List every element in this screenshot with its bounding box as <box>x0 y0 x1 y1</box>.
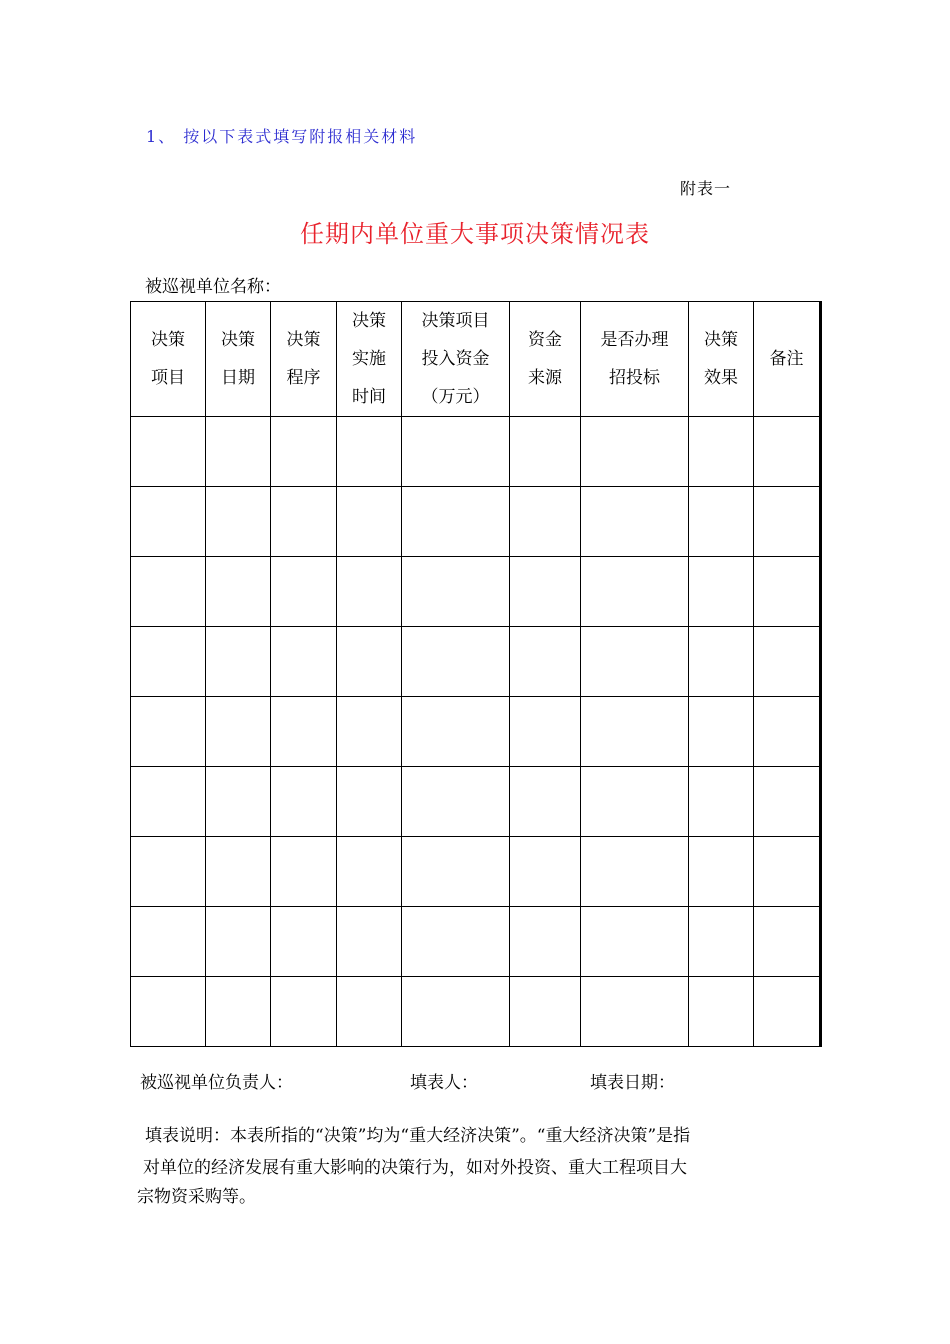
column-header-text: 投入资金 <box>421 349 490 369</box>
table-cell[interactable] <box>131 417 206 487</box>
table-cell[interactable] <box>402 977 510 1047</box>
table-cell[interactable] <box>581 627 689 697</box>
table-cell[interactable] <box>689 697 754 767</box>
table-cell[interactable] <box>402 697 510 767</box>
column-header-text: 备注 <box>769 349 804 369</box>
table-cell[interactable] <box>131 697 206 767</box>
table-cell[interactable] <box>206 977 271 1047</box>
column-header <box>206 302 271 417</box>
column-header <box>337 302 402 417</box>
table-cell[interactable] <box>510 627 581 697</box>
table-cell[interactable] <box>131 907 206 977</box>
table-cell[interactable] <box>206 697 271 767</box>
table-cell[interactable] <box>581 907 689 977</box>
table-cell[interactable] <box>271 417 337 487</box>
table-cell[interactable] <box>754 977 821 1047</box>
table-cell[interactable] <box>402 627 510 697</box>
table-cell[interactable] <box>131 557 206 627</box>
table-cell[interactable] <box>337 767 402 837</box>
table-cell[interactable] <box>581 487 689 557</box>
column-header-text: 招投标 <box>609 368 660 388</box>
table-row <box>131 907 821 977</box>
table-row <box>131 697 821 767</box>
table-cell[interactable] <box>689 767 754 837</box>
table-cell[interactable] <box>402 557 510 627</box>
instructions-line-2: 对单位的经济发展有重大影响的决策行为，如对外投资、重大工程项目大 <box>143 1158 687 1178</box>
column-header-text: 来源 <box>528 368 562 388</box>
column-header-text: 项目 <box>151 368 185 388</box>
table-cell[interactable] <box>689 557 754 627</box>
table-cell[interactable] <box>754 487 821 557</box>
responsible-person-label: 被巡视单位负责人： <box>140 1073 293 1093</box>
column-header-text: 是否办理 <box>600 330 669 350</box>
column-header-text: 决策 <box>221 330 255 350</box>
table-row <box>131 417 821 487</box>
table-cell[interactable] <box>337 487 402 557</box>
table-cell[interactable] <box>510 487 581 557</box>
table-cell[interactable] <box>206 487 271 557</box>
table-cell[interactable] <box>510 977 581 1047</box>
table-cell[interactable] <box>131 767 206 837</box>
table-cell[interactable] <box>402 907 510 977</box>
page-title: 任期内单位重大事项决策情况表 <box>300 220 650 248</box>
table-cell[interactable] <box>402 487 510 557</box>
column-header-text: 效果 <box>704 368 738 388</box>
table-cell[interactable] <box>581 697 689 767</box>
table-cell[interactable] <box>754 767 821 837</box>
table-cell[interactable] <box>689 907 754 977</box>
table-row <box>131 487 821 557</box>
table-cell[interactable] <box>271 837 337 907</box>
column-header-text: 时间 <box>352 387 386 407</box>
table-cell[interactable] <box>402 417 510 487</box>
column-header-text: 程序 <box>286 368 321 388</box>
table-row <box>131 557 821 627</box>
table-cell[interactable] <box>581 837 689 907</box>
table-cell[interactable] <box>271 697 337 767</box>
table-cell[interactable] <box>206 557 271 627</box>
table-cell[interactable] <box>402 767 510 837</box>
table-cell[interactable] <box>754 837 821 907</box>
table-cell[interactable] <box>206 907 271 977</box>
fill-instructions <box>137 1120 691 1210</box>
column-header-text: 决策 <box>704 330 738 350</box>
table-cell[interactable] <box>689 627 754 697</box>
decision-table <box>130 301 822 1047</box>
column-header-text: 资金 <box>528 330 562 350</box>
table-row <box>131 767 821 837</box>
column-header <box>754 302 821 417</box>
table-cell[interactable] <box>337 907 402 977</box>
table-cell[interactable] <box>581 417 689 487</box>
table-cell[interactable] <box>754 417 821 487</box>
table-cell[interactable] <box>754 907 821 977</box>
table-cell[interactable] <box>271 767 337 837</box>
table-cell[interactable] <box>754 557 821 627</box>
table-cell[interactable] <box>510 557 581 627</box>
table-cell[interactable] <box>206 627 271 697</box>
column-header-text: 日期 <box>221 368 255 388</box>
fill-date-label: 填表日期： <box>590 1073 675 1093</box>
column-header-text: （万元） <box>421 387 490 407</box>
column-header-text: 决策 <box>352 311 386 331</box>
column-header <box>581 302 689 417</box>
table-cell[interactable] <box>271 487 337 557</box>
column-header-text: 决策 <box>286 330 321 350</box>
table-cell[interactable] <box>271 907 337 977</box>
column-header <box>689 302 754 417</box>
section-index-heading: 1、 按以下表式填写附报相关材料 <box>146 127 418 146</box>
table-cell[interactable] <box>271 977 337 1047</box>
table-cell[interactable] <box>206 767 271 837</box>
table-cell[interactable] <box>131 977 206 1047</box>
table-cell[interactable] <box>510 907 581 977</box>
table-cell[interactable] <box>510 417 581 487</box>
filler-label: 填表人： <box>410 1073 478 1093</box>
instructions-line-1: 填表说明：本表所指的“决策”均为“重大经济决策”。“重大经济决策”是指 <box>145 1126 691 1146</box>
column-header <box>271 302 337 417</box>
table-row <box>131 977 821 1047</box>
table-cell[interactable] <box>689 487 754 557</box>
table-cell[interactable] <box>510 697 581 767</box>
table-cell[interactable] <box>131 837 206 907</box>
table-cell[interactable] <box>206 837 271 907</box>
table-cell[interactable] <box>337 627 402 697</box>
table-cell[interactable] <box>754 697 821 767</box>
table-row <box>131 627 821 697</box>
table-row <box>131 837 821 907</box>
table-cell[interactable] <box>271 557 337 627</box>
table-cell[interactable] <box>206 417 271 487</box>
table-cell[interactable] <box>581 767 689 837</box>
table-cell[interactable] <box>689 417 754 487</box>
table-cell[interactable] <box>337 557 402 627</box>
table-cell[interactable] <box>689 837 754 907</box>
column-header <box>402 302 510 417</box>
table-cell[interactable] <box>271 627 337 697</box>
table-header-row <box>131 302 821 417</box>
table-cell[interactable] <box>131 487 206 557</box>
table-cell[interactable] <box>337 417 402 487</box>
table-cell[interactable] <box>337 837 402 907</box>
instructions-line-3: 宗物资采购等。 <box>137 1187 256 1207</box>
table-cell[interactable] <box>689 977 754 1047</box>
table-cell[interactable] <box>581 977 689 1047</box>
column-header-text: 实施 <box>352 349 386 369</box>
unit-name-label: 被巡视单位名称： <box>145 277 281 297</box>
table-cell[interactable] <box>131 627 206 697</box>
table-cell[interactable] <box>337 977 402 1047</box>
table-cell[interactable] <box>402 837 510 907</box>
table-cell[interactable] <box>754 627 821 697</box>
column-header-text: 决策项目 <box>421 311 490 331</box>
table-cell[interactable] <box>510 837 581 907</box>
table-cell[interactable] <box>581 557 689 627</box>
column-header-text: 决策 <box>151 330 185 350</box>
table-cell[interactable] <box>337 697 402 767</box>
column-header <box>510 302 581 417</box>
column-header <box>131 302 206 417</box>
table-cell[interactable] <box>510 767 581 837</box>
attachment-label: 附表一 <box>680 179 732 198</box>
